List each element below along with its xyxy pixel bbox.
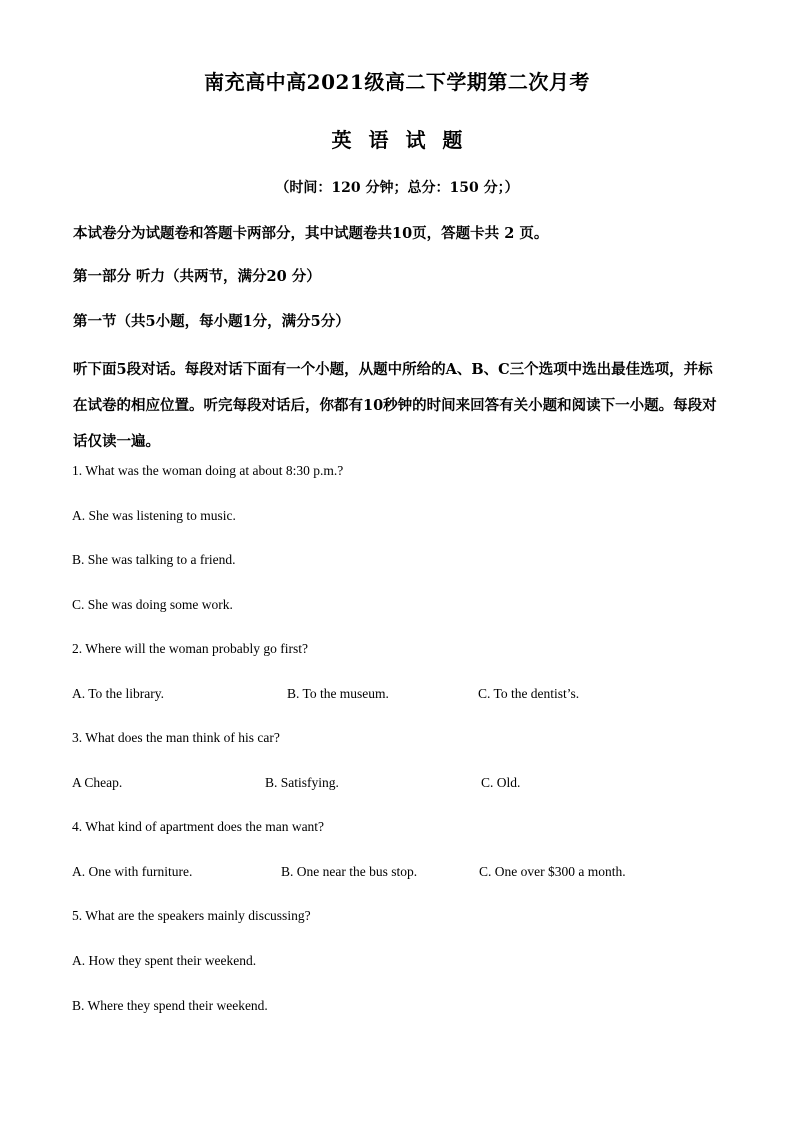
question-3-option-b: B. Satisfying. [265, 775, 339, 790]
question-3-option-c: C. Old. [481, 775, 521, 790]
time-score-info: （时间：120 分钟；总分：150 分；） [275, 180, 519, 196]
question-1-stem: 1. What was the woman doing at about 8:30 p.m.? [72, 463, 344, 478]
question-3-stem: 3. What does the man think of his car? [72, 730, 280, 745]
question-5-stem: 5. What are the speakers mainly discussing? [72, 908, 311, 923]
question-2-option-b: B. To the museum. [287, 686, 389, 701]
question-1-option-a: A. She was listening to music. [72, 508, 236, 523]
question-1-option-c: C. She was doing some work. [72, 597, 233, 612]
question-4-stem: 4. What kind of apartment does the man want? [72, 819, 325, 834]
listening-directions: 听下面5段对话。每段对话下面有一个小题，从题中所给的A、B、C三个选项中选出最佳选项，并标在试卷的相应位置。听完每段对话后，你都有10秒钟的时间来回答有关小题和阅读下一小题。每段对话仅读一遍。 [73, 361, 717, 450]
section-heading: 第一节（共5小题，每小题1分，满分5分） [73, 313, 350, 330]
exam-title: 南充高中高2021级高二下学期第二次月考 [204, 70, 590, 94]
question-4-option-a: A. One with furniture. [72, 864, 193, 879]
question-2-option-c: C. To the dentist’s. [478, 686, 580, 701]
part-heading: 第一部分 听力（共两节，满分20 分） [73, 268, 321, 285]
question-1-option-b: B. She was talking to a friend. [72, 552, 236, 567]
exam-intro: 本试卷分为试题卷和答题卡两部分，其中试题卷共10页，答题卡共 2 页。 [73, 225, 549, 242]
question-3-option-a: A Cheap. [72, 775, 123, 790]
question-2-stem: 2. Where will the woman probably go first? [72, 641, 308, 656]
question-5-option-b: B. Where they spend their weekend. [72, 998, 268, 1013]
subject-title: 英 语 试 题 [331, 128, 463, 152]
question-4-option-b: B. One near the bus stop. [281, 864, 418, 879]
question-5-option-a: A. How they spent their weekend. [72, 953, 257, 968]
question-2-option-a: A. To the library. [72, 686, 165, 701]
question-4-option-c: C. One over $300 a month. [479, 864, 626, 879]
